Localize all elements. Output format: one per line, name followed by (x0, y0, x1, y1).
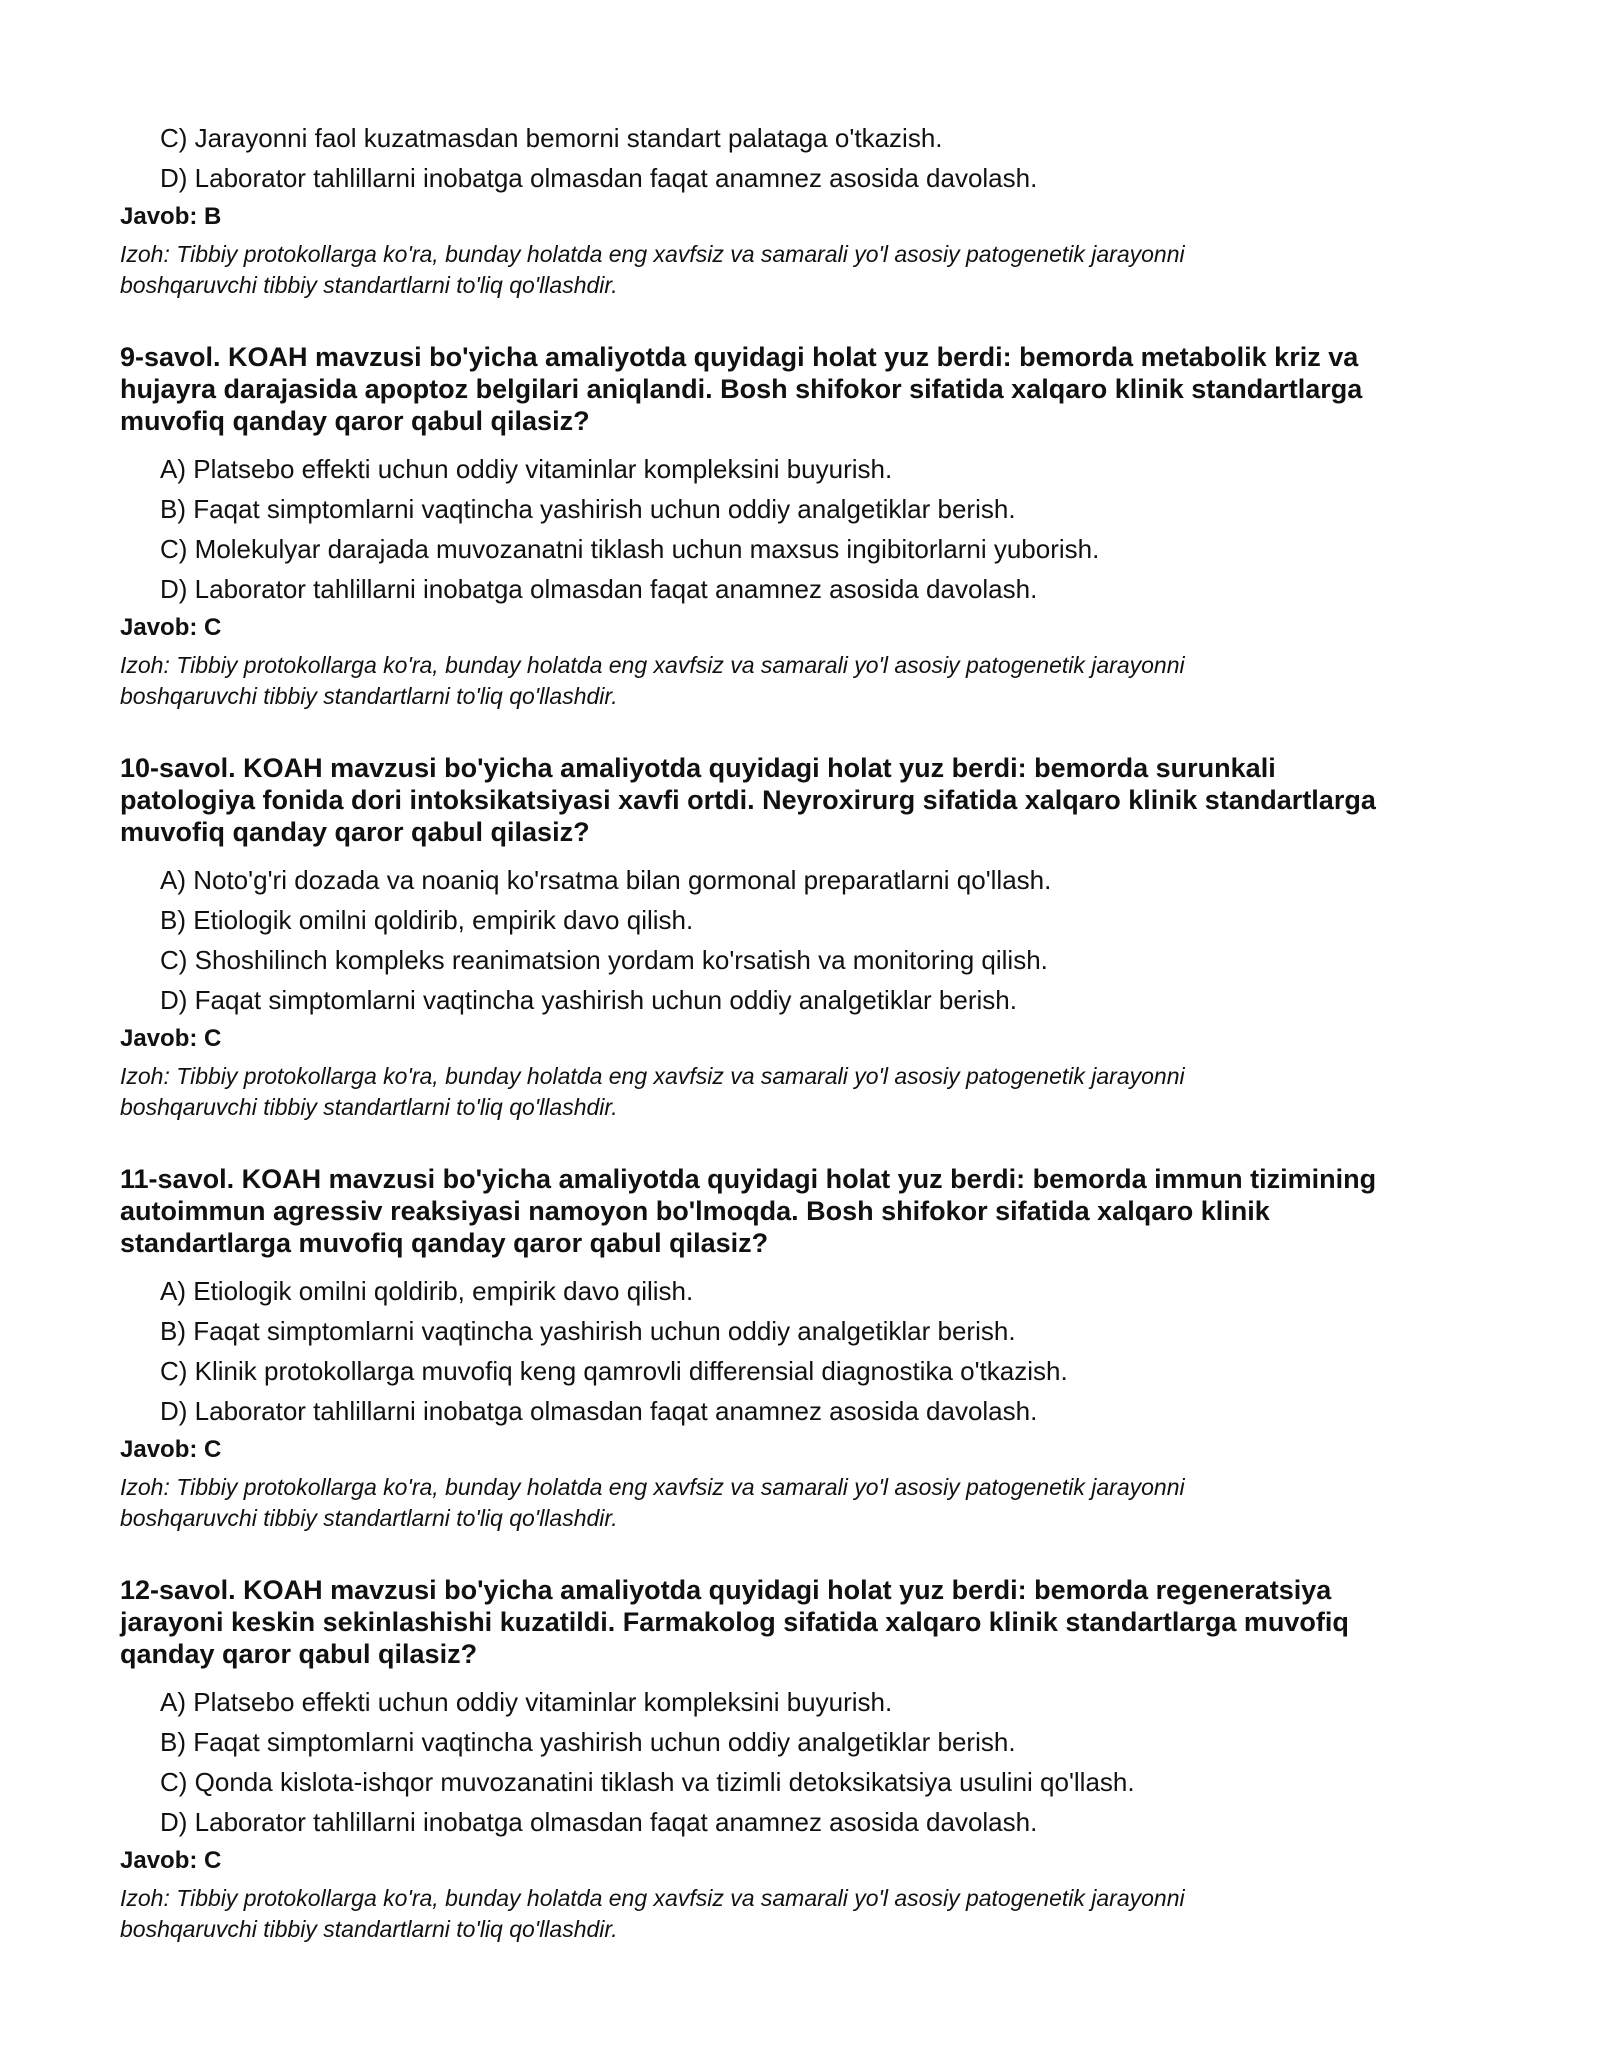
question-title-line: 11-savol. KOAH mavzusi bo'yicha amaliyotda quyidagi holat yuz berdi: bemorda immun tizimining (120, 1164, 1377, 1194)
note-line: boshqaruvchi tibbiy standartlarni to'liq qo'llashdir. (120, 1505, 618, 1531)
document-page (120, 118, 1480, 1945)
option-b: B) Faqat simptomlarni vaqtincha yashirish uchun oddiy analgetiklar berish. (160, 1316, 1016, 1346)
option-a: A) Platsebo effekti uchun oddiy vitaminlar kompleksini buyurish. (160, 1687, 893, 1717)
question-title-line: jarayoni keskin sekinlashishi kuzatildi. Farmakolog sifatida xalqaro klinik standartlarga muvofiq (120, 1607, 1349, 1637)
question-title-line: autoimmun agressiv reaksiyasi namoyon bo'lmoqda. Bosh shifokor sifatida xalqaro klinik (120, 1196, 1270, 1226)
explanation-note (120, 1061, 1480, 1123)
explanation-note (120, 1472, 1480, 1534)
question-10 (120, 752, 1480, 1123)
question-title-line: muvofiq qanday qaror qabul qilasiz? (120, 406, 590, 436)
note-line: Izoh: Tibbiy protokollarga ko'ra, bunday holatda eng xavfsiz va samarali yo'l asosiy patogenetik jarayonni (120, 1474, 1185, 1500)
question-title-line: standartlarga muvofiq qanday qaror qabul qilasiz? (120, 1228, 769, 1258)
question-title-line: 9-savol. KOAH mavzusi bo'yicha amaliyotda quyidagi holat yuz berdi: bemorda metabolik kriz va (120, 342, 1359, 372)
option-a: A) Platsebo effekti uchun oddiy vitaminlar kompleksini buyurish. (160, 454, 893, 484)
option-c: C) Shoshilinch kompleks reanimatsion yordam ko'rsatish va monitoring qilish. (160, 945, 1048, 975)
answer-label: Javob: C (120, 1847, 222, 1874)
answer-label: Javob: C (120, 1436, 222, 1463)
option-b: B) Faqat simptomlarni vaqtincha yashirish uchun oddiy analgetiklar berish. (160, 494, 1016, 524)
question-title (120, 341, 1480, 437)
option-d: D) Laborator tahlillarni inobatga olmasdan faqat anamnez asosida davolash. (160, 574, 1038, 604)
option-d: D) Faqat simptomlarni vaqtincha yashirish uchun oddiy analgetiklar berish. (160, 985, 1017, 1015)
question-title-line: qanday qaror qabul qilasiz? (120, 1639, 478, 1669)
option-a: A) Etiologik omilni qoldirib, empirik davo qilish. (160, 1276, 694, 1306)
answer-label: Javob: C (120, 1025, 222, 1052)
question-9 (120, 341, 1480, 712)
option-d: D) Laborator tahlillarni inobatga olmasdan faqat anamnez asosida davolash. (160, 1807, 1038, 1837)
option-b: B) Faqat simptomlarni vaqtincha yashirish uchun oddiy analgetiklar berish. (160, 1727, 1016, 1757)
note-line: boshqaruvchi tibbiy standartlarni to'liq qo'llashdir. (120, 272, 618, 298)
question-title-line: muvofiq qanday qaror qabul qilasiz? (120, 817, 590, 847)
question-12 (120, 1574, 1480, 1945)
question-title-line: hujayra darajasida apoptoz belgilari aniqlandi. Bosh shifokor sifatida xalqaro klinik standartlarga (120, 374, 1363, 404)
answer-label: Javob: C (120, 614, 222, 641)
option-c: C) Qonda kislota-ishqor muvozanatini tiklash va tizimli detoksikatsiya usulini qo'llash. (160, 1767, 1135, 1797)
explanation-note (120, 1883, 1480, 1945)
explanation-note (120, 239, 1480, 301)
answer-label: Javob: B (120, 203, 222, 230)
option-d: D) Laborator tahlillarni inobatga olmasdan faqat anamnez asosida davolash. (160, 1396, 1038, 1426)
question-title (120, 1163, 1480, 1259)
note-line: boshqaruvchi tibbiy standartlarni to'liq qo'llashdir. (120, 1916, 618, 1942)
question-title-line: patologiya fonida dori intoksikatsiyasi xavfi ortdi. Neyroxirurg sifatida xalqaro klinik standartlarga (120, 785, 1376, 815)
note-line: Izoh: Tibbiy protokollarga ko'ra, bunday holatda eng xavfsiz va samarali yo'l asosiy patogenetik jarayonni (120, 1885, 1185, 1911)
option-c: C) Jarayonni faol kuzatmasdan bemorni standart palataga o'tkazish. (160, 123, 943, 153)
note-line: boshqaruvchi tibbiy standartlarni to'liq qo'llashdir. (120, 1094, 618, 1120)
question-11 (120, 1163, 1480, 1534)
note-line: Izoh: Tibbiy protokollarga ko'ra, bunday holatda eng xavfsiz va samarali yo'l asosiy patogenetik jarayonni (120, 241, 1185, 267)
question-8-tail (120, 118, 1480, 301)
question-title-line: 12-savol. KOAH mavzusi bo'yicha amaliyotda quyidagi holat yuz berdi: bemorda regeneratsiya (120, 1575, 1332, 1605)
question-title (120, 1574, 1480, 1670)
option-c: C) Molekulyar darajada muvozanatni tiklash uchun maxsus ingibitorlarni yuborish. (160, 534, 1100, 564)
question-title-line: 10-savol. KOAH mavzusi bo'yicha amaliyotda quyidagi holat yuz berdi: bemorda surunkali (120, 753, 1276, 783)
option-a: A) Noto'g'ri dozada va noaniq ko'rsatma bilan gormonal preparatlarni qo'llash. (160, 865, 1052, 895)
option-d: D) Laborator tahlillarni inobatga olmasdan faqat anamnez asosida davolash. (160, 163, 1038, 193)
question-title (120, 752, 1480, 848)
note-line: Izoh: Tibbiy protokollarga ko'ra, bunday holatda eng xavfsiz va samarali yo'l asosiy patogenetik jarayonni (120, 1063, 1185, 1089)
explanation-note (120, 650, 1480, 712)
option-c: C) Klinik protokollarga muvofiq keng qamrovli differensial diagnostika o'tkazish. (160, 1356, 1068, 1386)
note-line: boshqaruvchi tibbiy standartlarni to'liq qo'llashdir. (120, 683, 618, 709)
note-line: Izoh: Tibbiy protokollarga ko'ra, bunday holatda eng xavfsiz va samarali yo'l asosiy patogenetik jarayonni (120, 652, 1185, 678)
option-b: B) Etiologik omilni qoldirib, empirik davo qilish. (160, 905, 694, 935)
